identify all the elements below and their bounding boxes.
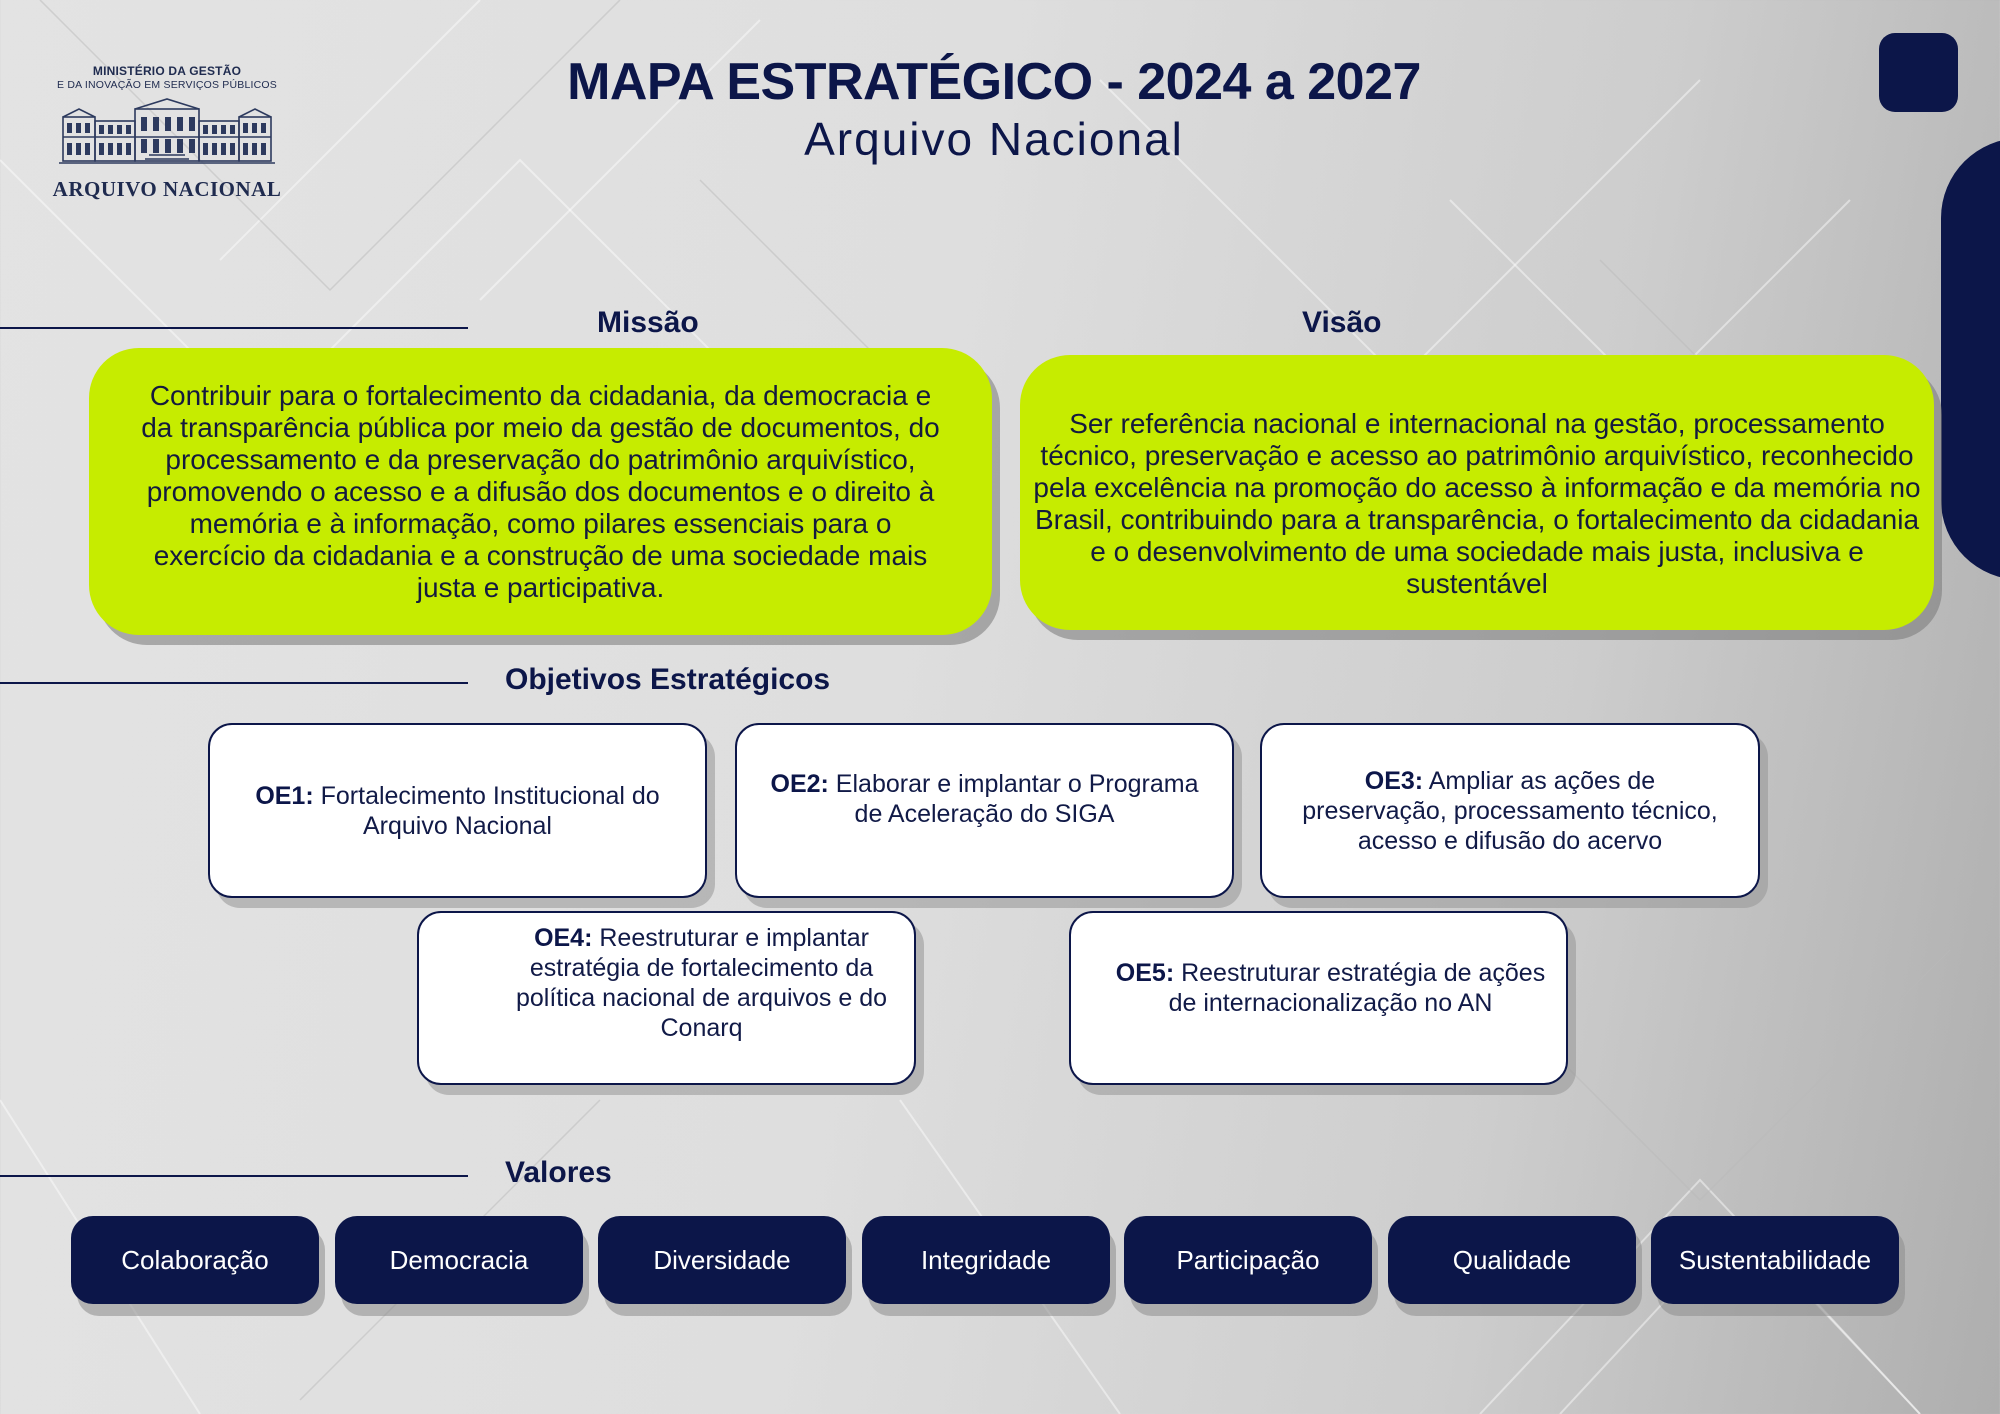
objective-code: OE4: xyxy=(534,924,593,952)
value-chip-participacao: Participação xyxy=(1124,1216,1372,1304)
objective-code: OE2: xyxy=(770,769,829,798)
objective-card-oe1 xyxy=(208,723,707,898)
vision-text: Ser referência nacional e internacional na gestão, processamento técnico, preservação e acesso ao patrimônio arquivístico, reconhecido pela excelência na promoção do acesso à informação e da memória no Brasil, contribuindo para a transparência, o fortalecimento da cidadania e o desenvolvimento de uma sociedade mais justa, inclusiva e sustentável xyxy=(1033,407,1921,599)
arquivo-nacional-logo xyxy=(51,64,283,214)
objectives-heading: Objetivos Estratégicos xyxy=(505,663,831,696)
value-chip-diversidade: Diversidade xyxy=(598,1216,846,1304)
mission-text: Contribuir para o fortalecimento da cidadania, da democracia e da transparência pública por meio da gestão de documentos, do processamento e da preservação do patrimônio arquivístico, promovendo o acesso e a difusão dos documentos e o direito à memória e à informação, como pilares essenciais para o exercício da cidadania e a construção de uma sociedade mais justa e participativa. xyxy=(141,379,940,603)
value-chip-colaboracao: Colaboração xyxy=(71,1216,319,1304)
objectives-divider-line xyxy=(0,682,468,684)
mission-heading: Missão xyxy=(597,306,699,339)
value-chip-integridade: Integridade xyxy=(862,1216,1110,1304)
objective-code: OE5: xyxy=(1115,959,1175,987)
decorative-navy-pill xyxy=(1941,138,2000,580)
ministry-name-line2: E DA INOVAÇÃO EM SERVIÇOS PÚBLICOS xyxy=(57,79,277,91)
mission-card xyxy=(89,348,992,635)
vision-heading: Visão xyxy=(1302,306,1382,339)
objective-card-oe2 xyxy=(735,723,1234,898)
objective-code: OE1: xyxy=(255,781,314,810)
values-divider-line xyxy=(0,1175,468,1177)
vision-card xyxy=(1020,355,1934,630)
objective-code: OE3: xyxy=(1364,766,1424,795)
objective-card-oe4 xyxy=(417,911,916,1085)
value-chip-sustentabilidade: Sustentabilidade xyxy=(1651,1216,1899,1304)
objective-text: Ampliar as ações de preservação, processamento técnico, acesso e difusão do acervo xyxy=(1302,766,1718,855)
page-subtitle: Arquivo Nacional xyxy=(804,113,1184,165)
ministry-name-line1: MINISTÉRIO DA GESTÃO xyxy=(92,64,242,78)
objective-card-oe3 xyxy=(1260,723,1760,898)
page-title: MAPA ESTRATÉGICO - 2024 a 2027 xyxy=(567,53,1421,111)
value-chip-democracia: Democracia xyxy=(335,1216,583,1304)
objective-text: Reestruturar estratégia de ações de internacionalização no AN xyxy=(1168,959,1546,1017)
building-facade-icon xyxy=(57,97,277,165)
value-chip-qualidade: Qualidade xyxy=(1388,1216,1636,1304)
decorative-navy-square xyxy=(1879,33,1958,112)
objective-card-oe5 xyxy=(1069,911,1568,1085)
mission-divider-line xyxy=(0,327,468,329)
logo-institution-name: ARQUIVO NACIONAL xyxy=(52,177,282,201)
values-heading: Valores xyxy=(505,1156,612,1189)
objective-text: Reestruturar e implantar estratégia de fortalecimento da política nacional de arquivos e do Conarq xyxy=(515,924,888,1042)
objective-text: Elaborar e implantar o Programa de Aceleração do SIGA xyxy=(828,769,1199,828)
objective-text: Fortalecimento Institucional do Arquivo Nacional xyxy=(313,781,660,840)
